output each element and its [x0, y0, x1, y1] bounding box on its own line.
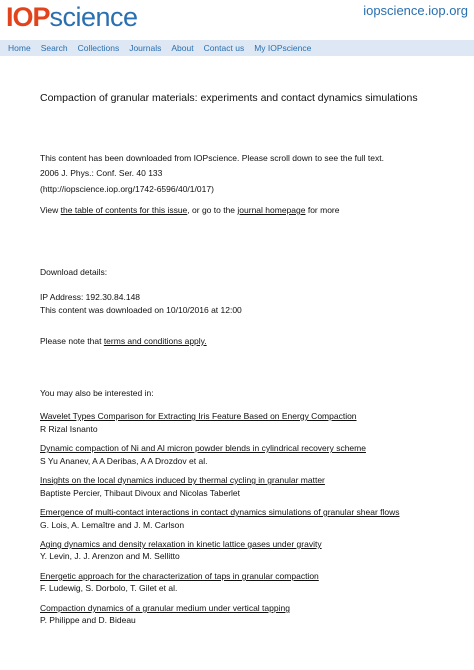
related-item-authors: Y. Levin, J. J. Arenzon and M. Sellitto	[40, 551, 180, 561]
related-item-title[interactable]: Compaction dynamics of a granular medium under vertical tapping	[40, 603, 290, 613]
download-heading: Download details:	[40, 267, 108, 277]
iopscience-logo[interactable]	[6, 2, 138, 32]
related-item-authors: F. Ludewig, S. Dorbolo, T. Gilet et al.	[40, 583, 178, 593]
downloaded-on: This content was downloaded on 10/10/2016 at 12:00	[40, 305, 242, 315]
logo-science-text: science	[49, 2, 138, 32]
citation: 2006 J. Phys.: Conf. Ser. 40 133	[40, 168, 163, 178]
related-item-title[interactable]: Insights on the local dynamics induced by thermal cycling in granular matter	[40, 475, 325, 485]
ip-address: IP Address: 192.30.84.148	[40, 292, 141, 302]
related-item-title[interactable]: Emergence of multi-contact interactions in contact dynamics simulations of granular shear flows	[40, 507, 400, 517]
view-middle: , or go to the	[187, 205, 236, 215]
nav-contact-us[interactable]: Contact us	[203, 43, 245, 53]
journal-homepage-link[interactable]: journal homepage	[237, 205, 306, 215]
nav-bar	[0, 40, 474, 56]
related-item-authors: P. Philippe and D. Bideau	[40, 615, 136, 625]
nav-about[interactable]: About	[171, 43, 194, 53]
view-line	[40, 205, 340, 215]
related-item-title[interactable]: Energetic approach for the characterization of taps in granular compaction	[40, 571, 319, 581]
related-heading: You may also be interested in:	[40, 388, 154, 398]
article-title: Compaction of granular materials: experiments and contact dynamics simulations	[40, 92, 418, 104]
related-item-authors: R Rizal Isnanto	[40, 424, 98, 434]
toc-link[interactable]: the table of contents for this issue	[60, 205, 188, 215]
doi-url: (http://iopscience.iop.org/1742-6596/40/1/017)	[40, 184, 214, 194]
site-header	[0, 0, 474, 40]
downloaded-notice: This content has been downloaded from IOPscience. Please scroll down to see the full text.	[40, 153, 384, 163]
nav-my-iopscience[interactable]: My IOPscience	[254, 43, 312, 53]
nav-search[interactable]: Search	[40, 43, 68, 53]
terms-line	[40, 336, 207, 346]
nav-collections[interactable]: Collections	[77, 43, 120, 53]
site-url[interactable]: iopscience.iop.org	[363, 3, 468, 18]
view-prefix: View	[40, 205, 59, 215]
view-suffix: for more	[307, 205, 340, 215]
related-item-authors: S Yu Ananev, A A Deribas, A A Drozdov et al.	[40, 456, 208, 466]
related-item-title[interactable]: Dynamic compaction of Ni and Al micron powder blends in cylindrical recovery scheme	[40, 443, 366, 453]
related-item-title[interactable]: Wavelet Types Comparison for Extracting Iris Feature Based on Energy Compaction	[40, 411, 357, 421]
related-item-title[interactable]: Aging dynamics and density relaxation in kinetic lattice gases under gravity	[40, 539, 322, 549]
nav-journals[interactable]: Journals	[129, 43, 162, 53]
related-item-authors: Baptiste Percier, Thibaut Divoux and Nicolas Taberlet	[40, 488, 241, 498]
nav-home[interactable]: Home	[8, 43, 31, 53]
related-item-authors: G. Lois, A. Lemaître and J. M. Carlson	[40, 520, 185, 530]
terms-link[interactable]: terms and conditions apply.	[103, 336, 207, 346]
logo-iop-text: IOP	[6, 2, 50, 32]
terms-prefix: Please note that	[40, 336, 102, 346]
